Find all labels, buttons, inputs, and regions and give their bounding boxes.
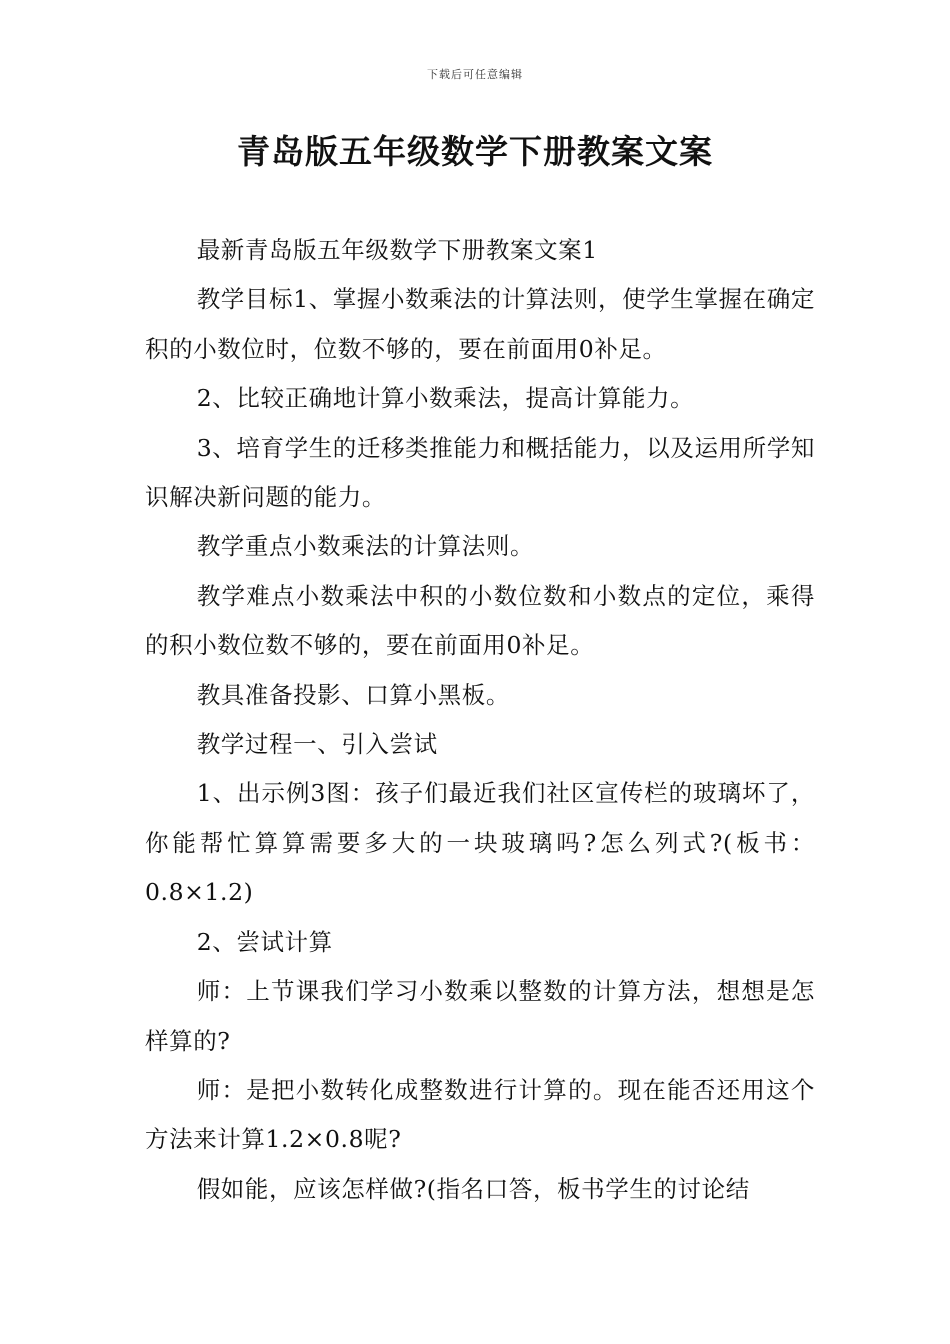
header-note: 下载后可任意编辑 xyxy=(427,68,523,81)
paragraph: 教学难点小数乘法中积的小数位数和小数点的定位，乘得的积小数位数不够的，要在前面用0补足。 xyxy=(145,581,815,660)
document-title: 青岛版五年级数学下册教案文案 xyxy=(237,132,713,171)
paragraph: 3、培育学生的迁移类推能力和概括能力，以及运用所学知识解决新问题的能力。 xyxy=(145,433,815,512)
paragraph: 教学目标1、掌握小数乘法的计算法则，使学生掌握在确定积的小数位时，位数不够的，要在前面用0补足。 xyxy=(145,285,815,363)
paragraph: 师：是把小数转化成整数进行计算的。现在能否还用这个方法来计算1.2×0.8呢? xyxy=(145,1075,815,1154)
paragraph: 教具准备投影、口算小黑板。 xyxy=(196,680,510,709)
paragraph: 师：上节课我们学习小数乘以整数的计算方法，想想是怎样算的? xyxy=(145,977,815,1055)
paragraph: 2、尝试计算 xyxy=(196,927,333,956)
document-body xyxy=(145,226,815,1214)
paragraph: 教学重点小数乘法的计算法则。 xyxy=(196,532,535,561)
paragraph: 最新青岛版五年级数学下册教案文案1 xyxy=(196,236,598,264)
paragraph: 教学过程一、引入尝试 xyxy=(196,730,438,759)
paragraph: 1、出示例3图：孩子们最近我们社区宣传栏的玻璃坏了，你能帮忙算算需要多大的一块玻璃吗?怎么列式?(板书：0.8×1.2) xyxy=(145,779,815,907)
paragraph: 2、比较正确地计算小数乘法，提高计算能力。 xyxy=(196,384,695,413)
paragraph: 假如能，应该怎样做?(指名口答，板书学生的讨论结 xyxy=(196,1174,750,1203)
